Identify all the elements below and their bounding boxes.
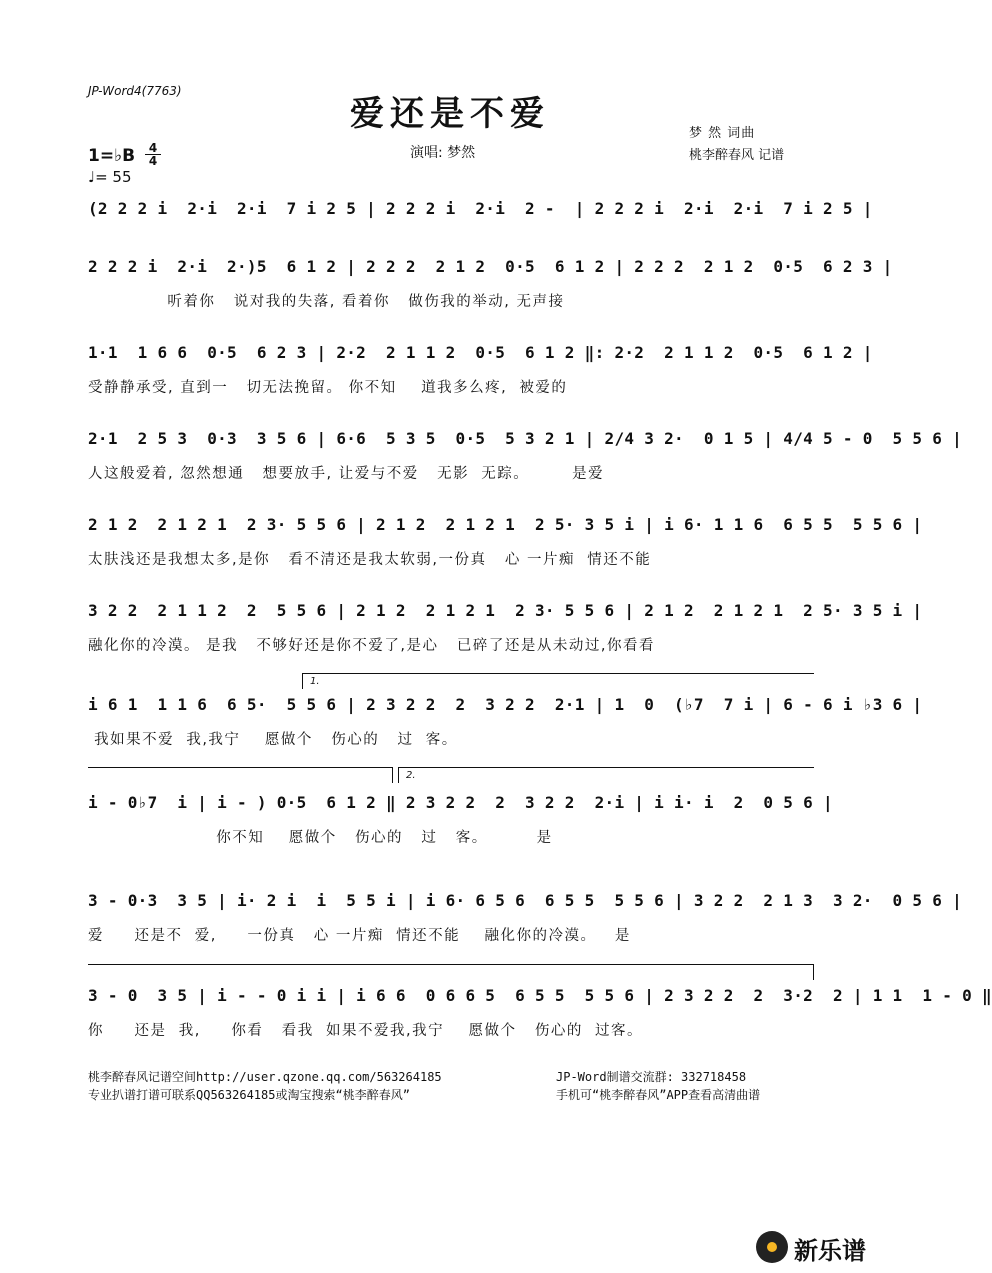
footer-left-line-2: 专业扒谱打谱可联系QQ563264185或淘宝搜索“桃李醉春风” xyxy=(88,1088,410,1102)
time-denominator: 4 xyxy=(148,154,158,168)
lyrics-line: 融化你的冷漠。 是我 不够好还是你不爱了,是心 已碎了还是从未动过,你看看 xyxy=(88,638,655,654)
score-system-2 xyxy=(88,256,893,312)
lyrics-line: 听着你 说对我的失落, 看着你 做伤我的举动, 无声接 xyxy=(88,294,565,310)
site-logo[interactable] xyxy=(756,1229,886,1265)
score-system-6 xyxy=(88,600,923,656)
lyrics-line: 受静静承受, 直到一 切无法挽留。 你不知 道我多么疼, 被爱的 xyxy=(88,380,568,396)
software-tag: JP-Word4(7763) xyxy=(88,84,182,98)
notation-line: 2·1 2 5 3 0·3 3 5 6 | 6·6 5 3 5 0·5 5 3 2 1 | 2/4 3 2· 0 1 5 | 4/4 5 - 0 5 5 6 | xyxy=(88,429,963,448)
lyricist-composer-credit: 梦 然 词曲 xyxy=(689,126,756,141)
lyrics-line xyxy=(88,234,814,254)
lyrics-line: 爱 还是不 爱, 一份真 心 一片痴 情还不能 融化你的冷漠。 是 xyxy=(88,928,631,944)
notation-line: 2 2 2 i 2·i 2·)5 6 1 2 | 2 2 2 2 1 2 0·5 6 1 2 | 2 2 2 2 1 2 0·5 6 2 3 | xyxy=(88,257,893,276)
score-system-5 xyxy=(88,514,923,570)
notation-line: i 6 1 1 1 6 6 5· 5 5 6 | 2 3 2 2 2 3 2 2 2·1 | 1 0 (♭7 7 i | 6 - 6 i ♭3 6 | xyxy=(88,695,923,714)
volta-bracket-1 xyxy=(302,673,814,674)
footer-right-line-1: JP-Word制谱交流群: 332718458 xyxy=(556,1070,747,1084)
lyrics-line: 你 还是 我, 你看 看我 如果不爱我,我宁 愿做个 伤心的 过客。 xyxy=(88,1023,644,1039)
time-signature xyxy=(145,142,161,167)
logo-text: 新乐谱 xyxy=(794,1237,866,1265)
score-system-10 xyxy=(88,985,992,1041)
notation-line: (2 2 2 i 2·i 2·i 7 i 2 5 | 2 2 2 i 2·i 2 - | 2 2 2 i 2·i 2·i 7 i 2 5 | xyxy=(88,199,873,218)
volta-bracket-2-hook xyxy=(398,767,399,783)
song-title: 爱还是不爱 xyxy=(350,94,550,134)
tempo-marking: ♩= 55 xyxy=(88,168,132,186)
key-signature: 1=♭B xyxy=(88,146,136,166)
singer-credit: 演唱: 梦然 xyxy=(410,145,476,161)
volta-bracket-1-cont xyxy=(88,767,392,768)
transcriber-credit: 桃李醉春风 记谱 xyxy=(689,148,785,163)
score-system-8 xyxy=(88,792,833,848)
footer-left-line-1: 桃李醉春风记谱空间http://user.qzone.qq.com/563264185 xyxy=(88,1070,442,1084)
volta-bracket-2-end xyxy=(813,964,814,980)
score-system-4 xyxy=(88,428,963,484)
notation-line: 2 1 2 2 1 2 1 2 3· 5 5 6 | 2 1 2 2 1 2 1 2 5· 3 5 i | i 6· 1 1 6 6 5 5 5 5 6 | xyxy=(88,515,923,534)
volta-label-1: 1. xyxy=(310,676,320,687)
notation-line: 3 - 0 3 5 | i - - 0 i i | i 6 6 0 6 6 5 6 5 5 5 5 6 | 2 3 2 2 2 3·2 2 | 1 1 1 - 0 ‖ xyxy=(88,986,992,1005)
score-system-1 xyxy=(88,198,873,254)
time-numerator: 4 xyxy=(145,142,161,155)
notation-line: 1·1 1 6 6 0·5 6 2 3 | 2·2 2 1 1 2 0·5 6 1 2 ‖: 2·2 2 1 1 2 0·5 6 1 2 | xyxy=(88,343,873,362)
volta-label-2: 2. xyxy=(406,770,416,781)
notation-line: i - 0♭7 i | i - ) 0·5 6 1 2 ‖ 2 3 2 2 2 3 2 2 2·i | i i· i 2 0 5 6 | xyxy=(88,793,833,812)
notation-line: 3 - 0·3 3 5 | i· 2 i i 5 5 i | i 6· 6 5 6 6 5 5 5 5 6 | 3 2 2 2 1 3 3 2· 0 5 6 | xyxy=(88,891,963,910)
volta-bracket-2-cont xyxy=(88,964,814,965)
lyrics-line: 人这般爱着, 忽然想通 想要放手, 让爱与不爱 无影 无踪。 是爱 xyxy=(88,466,605,482)
lyrics-line: 你不知 愿做个 伤心的 过 客。 是 xyxy=(88,830,553,846)
volta-bracket-1-hook xyxy=(302,673,303,689)
score-system-3 xyxy=(88,342,873,398)
lyrics-line: 太肤浅还是我想太多,是你 看不清还是我太软弱,一份真 心 一片痴 情还不能 xyxy=(88,552,652,568)
score-system-9 xyxy=(88,890,963,946)
volta-bracket-2 xyxy=(398,767,814,768)
notation-line: 3 2 2 2 1 1 2 2 5 5 6 | 2 1 2 2 1 2 1 2 3· 5 5 6 | 2 1 2 2 1 2 1 2 5· 3 5 i | xyxy=(88,601,923,620)
volta-bracket-1-end xyxy=(392,767,393,783)
score-system-7 xyxy=(88,694,923,750)
lyrics-line: 我如果不爱 我,我宁 愿做个 伤心的 过 客。 xyxy=(88,732,458,748)
footer-right-line-2: 手机可“桃李醉春风”APP查看高清曲谱 xyxy=(556,1088,761,1102)
record-disc-icon xyxy=(756,1231,788,1263)
